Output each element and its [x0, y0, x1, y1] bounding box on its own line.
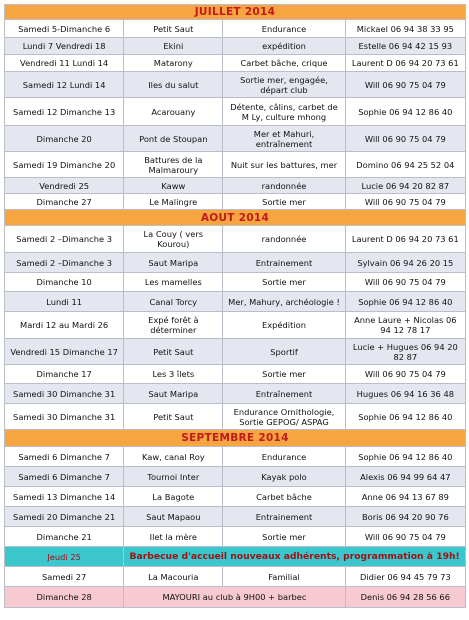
place-cell: Petit Saut [124, 404, 223, 430]
table-row [5, 467, 466, 487]
table-row [5, 527, 466, 547]
activity-cell: Endurance [223, 447, 345, 467]
place-cell: Saut Mapaou [124, 507, 223, 527]
month-title: AOUT 2014 [5, 210, 466, 226]
place-cell: Pont de Stoupan [124, 126, 223, 152]
activity-cell: randonnée [223, 226, 345, 253]
table-row [5, 339, 466, 365]
activity-cell: Kayak polo [223, 467, 345, 487]
table-row [5, 312, 466, 339]
date-cell: Dimanche 21 [5, 527, 124, 547]
contact-cell: Alexis 06 94 99 64 47 [345, 467, 465, 487]
table-row [5, 194, 466, 210]
place-cell: La Bagote [124, 487, 223, 507]
contact-cell: Hugues 06 94 16 36 48 [345, 384, 465, 404]
contact-cell: Will 06 90 75 04 79 [345, 126, 465, 152]
date-cell: Dimanche 10 [5, 273, 124, 292]
activity-cell: Entraînement [223, 384, 345, 404]
table-row [5, 587, 466, 608]
place-cell: Kaw, canal Roy [124, 447, 223, 467]
month-header [5, 5, 466, 20]
activity-cell: randonnée [223, 178, 345, 194]
date-cell: Samedi 12 Lundi 14 [5, 72, 124, 98]
date-cell: Vendredi 11 Lundi 14 [5, 55, 124, 72]
table-row [5, 507, 466, 527]
place-cell: Ilet la mère [124, 527, 223, 547]
date-cell: Vendredi 15 Dimanche 17 [5, 339, 124, 365]
contact-cell: Lucie + Hugues 06 94 20 82 87 [345, 339, 465, 365]
contact-cell: Anne 06 94 13 67 89 [345, 487, 465, 507]
place-cell: Battures de la Malmaroury [124, 152, 223, 178]
place-cell: Iles du salut [124, 72, 223, 98]
date-cell: Lundi 11 [5, 292, 124, 312]
month-header [5, 210, 466, 226]
place-cell: Kaww [124, 178, 223, 194]
contact-cell: Sophie 06 94 12 86 40 [345, 292, 465, 312]
place-cell: Saut Maripa [124, 253, 223, 273]
activity-cell: Mer et Mahuri, entraînement [223, 126, 345, 152]
table-row [5, 72, 466, 98]
place-cell: Tournoi Inter [124, 467, 223, 487]
table-row [5, 384, 466, 404]
activity-cell: Carbet bâche [223, 487, 345, 507]
contact-cell: Will 06 90 75 04 79 [345, 365, 465, 384]
table-row [5, 404, 466, 430]
highlight-row [5, 547, 466, 567]
date-cell: Samedi 2 –Dimanche 3 [5, 253, 124, 273]
activity-cell: Sportif [223, 339, 345, 365]
date-cell: Mardi 12 au Mardi 26 [5, 312, 124, 339]
place-cell: Petit Saut [124, 339, 223, 365]
contact-cell: Will 06 90 75 04 79 [345, 194, 465, 210]
contact-cell: Domino 06 94 25 52 04 [345, 152, 465, 178]
month-header [5, 430, 466, 447]
contact-cell: Laurent D 06 94 20 73 61 [345, 55, 465, 72]
place-cell: Petit Saut [124, 20, 223, 38]
date-cell: Dimanche 28 [5, 587, 124, 608]
place-cell: Les 3 îlets [124, 365, 223, 384]
table-row [5, 567, 466, 587]
event-cell: MAYOURI au club à 9H00 + barbec [124, 587, 345, 608]
date-cell: Samedi 13 Dimanche 14 [5, 487, 124, 507]
activity-cell: expédition [223, 38, 345, 55]
table-row [5, 152, 466, 178]
date-cell: Samedi 6 Dimanche 7 [5, 467, 124, 487]
contact-cell: Will 06 90 75 04 79 [345, 527, 465, 547]
table-row [5, 253, 466, 273]
activity-cell: Carbet bâche, crique [223, 55, 345, 72]
date-cell: Samedi 12 Dimanche 13 [5, 98, 124, 126]
date-cell: Samedi 2 –Dimanche 3 [5, 226, 124, 253]
table-row [5, 126, 466, 152]
table-row [5, 55, 466, 72]
contact-cell: Laurent D 06 94 20 73 61 [345, 226, 465, 253]
event-cell: Barbecue d'accueil nouveaux adhérents, programmation à 19h! [124, 547, 466, 567]
date-cell: Samedi 27 [5, 567, 124, 587]
activity-cell: Expédition [223, 312, 345, 339]
activity-cell: Entrainement [223, 253, 345, 273]
date-cell: Lundi 7 Vendredi 18 [5, 38, 124, 55]
activity-cell: Entrainement [223, 507, 345, 527]
place-cell: Les mamelles [124, 273, 223, 292]
activity-cell: Familial [223, 567, 345, 587]
contact-cell: Will 06 90 75 04 79 [345, 72, 465, 98]
place-cell: Acarouany [124, 98, 223, 126]
contact-cell: Sophie 06 94 12 86 40 [345, 404, 465, 430]
place-cell: Canal Torcy [124, 292, 223, 312]
date-cell: Dimanche 27 [5, 194, 124, 210]
date-cell: Samedi 5-Dimanche 6 [5, 20, 124, 38]
table-row [5, 273, 466, 292]
table-row [5, 98, 466, 126]
place-cell: Saut Maripa [124, 384, 223, 404]
place-cell: Expé forêt à déterminer [124, 312, 223, 339]
contact-cell: Mickael 06 94 38 33 95 [345, 20, 465, 38]
contact-cell: Boris 06 94 20 90 76 [345, 507, 465, 527]
contact-cell: Estelle 06 94 42 15 93 [345, 38, 465, 55]
month-title: SEPTEMBRE 2014 [5, 430, 466, 447]
contact-cell: Sylvain 06 94 26 20 15 [345, 253, 465, 273]
table-row [5, 447, 466, 467]
table-row [5, 20, 466, 38]
place-cell: La Macouria [124, 567, 223, 587]
contact-cell: Didier 06 94 45 79 73 [345, 567, 465, 587]
contact-cell: Sophie 06 94 12 86 40 [345, 98, 465, 126]
date-cell: Samedi 6 Dimanche 7 [5, 447, 124, 467]
date-cell: Dimanche 20 [5, 126, 124, 152]
activity-cell: Nuit sur les battures, mer [223, 152, 345, 178]
place-cell: Le Malingre [124, 194, 223, 210]
table-row [5, 487, 466, 507]
activity-cell: Endurance Ornithologie, Sortie GEPOG/ ASPAG [223, 404, 345, 430]
contact-cell: Denis 06 94 28 56 66 [345, 587, 465, 608]
contact-cell: Sophie 06 94 12 86 40 [345, 447, 465, 467]
activity-cell: Détente, câlins, carbet de M Ly, culture mhong [223, 98, 345, 126]
activity-cell: Sortie mer [223, 194, 345, 210]
place-cell: Matarony [124, 55, 223, 72]
date-cell: Dimanche 17 [5, 365, 124, 384]
activity-schedule-table [4, 4, 466, 608]
table-row [5, 226, 466, 253]
place-cell: Ekini [124, 38, 223, 55]
date-cell: Samedi 20 Dimanche 21 [5, 507, 124, 527]
activity-cell: Sortie mer [223, 527, 345, 547]
date-cell: Samedi 30 Dimanche 31 [5, 384, 124, 404]
table-row [5, 292, 466, 312]
month-title: JUILLET 2014 [5, 5, 466, 20]
place-cell: La Couy ( vers Kourou) [124, 226, 223, 253]
contact-cell: Lucie 06 94 20 82 87 [345, 178, 465, 194]
date-cell: Vendredi 25 [5, 178, 124, 194]
date-cell: Jeudi 25 [5, 547, 124, 567]
contact-cell: Anne Laure + Nicolas 06 94 12 78 17 [345, 312, 465, 339]
date-cell: Samedi 30 Dimanche 31 [5, 404, 124, 430]
table-row [5, 178, 466, 194]
table-row [5, 365, 466, 384]
activity-cell: Endurance [223, 20, 345, 38]
table-row [5, 38, 466, 55]
date-cell: Samedi 19 Dimanche 20 [5, 152, 124, 178]
activity-cell: Sortie mer [223, 273, 345, 292]
activity-cell: Sortie mer [223, 365, 345, 384]
activity-cell: Sortie mer, engagée, départ club [223, 72, 345, 98]
activity-cell: Mer, Mahury, archéologie ! [223, 292, 345, 312]
contact-cell: Will 06 90 75 04 79 [345, 273, 465, 292]
